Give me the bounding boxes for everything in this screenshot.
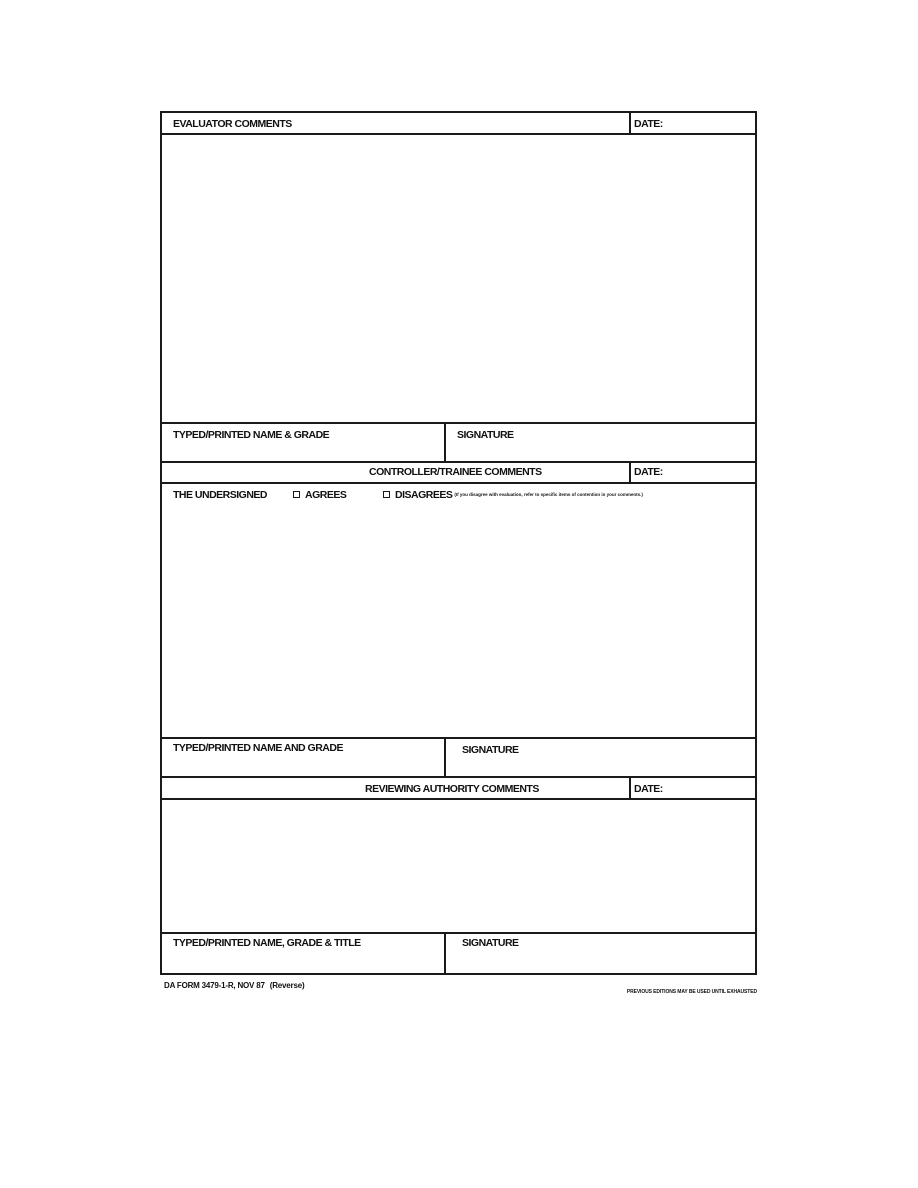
controller-comments-field[interactable] [162, 505, 755, 737]
controller-date-divider [629, 461, 631, 483]
form-identifier [164, 981, 304, 990]
disagrees-label: DISAGREES [395, 489, 453, 501]
da-form-3479-1-r [160, 111, 757, 975]
divider [162, 461, 755, 463]
reviewing-comments-field[interactable] [162, 800, 755, 932]
agrees-checkbox[interactable] [293, 491, 300, 498]
form-side: (Reverse) [269, 981, 305, 990]
evaluator-date-divider [629, 113, 631, 134]
reviewing-date-divider [629, 776, 631, 799]
evaluator-comments-title: EVALUATOR COMMENTS [173, 118, 292, 130]
evaluator-date-label: DATE: [634, 118, 663, 130]
controller-comments-title: CONTROLLER/TRAINEE COMMENTS [369, 466, 542, 478]
controller-name-grade-label: TYPED/PRINTED NAME AND GRADE [173, 742, 343, 754]
controller-date-label: DATE: [634, 466, 663, 478]
reviewing-name-grade-title-label: TYPED/PRINTED NAME, GRADE & TITLE [173, 937, 361, 949]
reviewing-date-label: DATE: [634, 783, 663, 795]
disagree-instruction-note: (If you disagree with evaluation, refer to specific items of contention in your comments.) [454, 492, 643, 498]
divider [162, 776, 755, 778]
divider [162, 482, 755, 484]
evaluator-signature-label: SIGNATURE [457, 429, 514, 441]
agrees-label: AGREES [305, 489, 347, 501]
evaluator-name-grade-label: TYPED/PRINTED NAME & GRADE [173, 429, 330, 441]
reviewing-comments-title: REVIEWING AUTHORITY COMMENTS [365, 783, 539, 795]
disagrees-option[interactable] [383, 489, 643, 501]
agrees-option[interactable] [293, 489, 346, 501]
controller-signature-label: SIGNATURE [462, 744, 519, 756]
evaluator-comments-field[interactable] [162, 135, 755, 422]
undersigned-label: THE UNDERSIGNED [173, 489, 268, 501]
reviewing-signature-label: SIGNATURE [462, 937, 519, 949]
form-id: DA FORM 3479-1-R, NOV 87 [164, 981, 265, 990]
edition-note: PREVIOUS EDITIONS MAY BE USED UNTIL EXHAUSTED [626, 989, 757, 995]
disagrees-checkbox[interactable] [383, 491, 390, 498]
